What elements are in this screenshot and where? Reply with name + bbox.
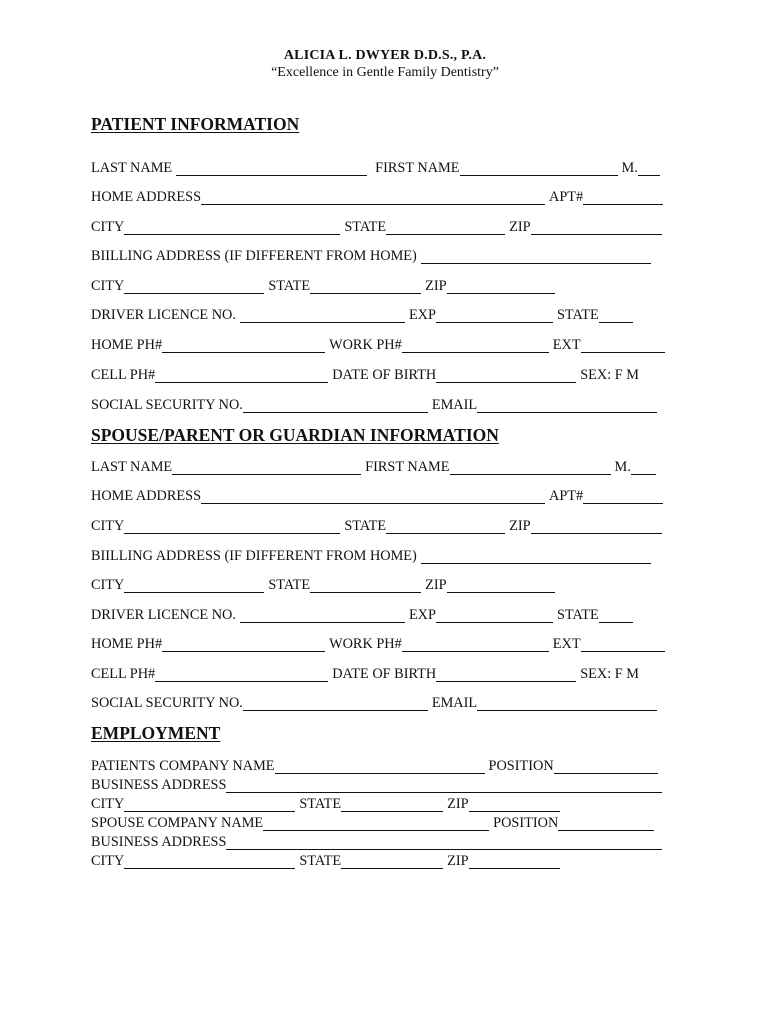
patient-first-name-field[interactable] [460, 162, 618, 176]
home-phone-label: HOME PH# [91, 337, 163, 353]
form-header [0, 48, 770, 81]
spouse-billing-row [91, 546, 655, 564]
patient-driver-licence-field[interactable] [240, 309, 405, 323]
driver-licence-label: DRIVER LICENCE NO. [91, 607, 236, 623]
spouse-address-row [91, 486, 667, 504]
patient-date-of-birth-field[interactable] [436, 369, 576, 383]
zip-label: ZIP [509, 219, 531, 235]
patient-billing-zip-field[interactable] [447, 280, 555, 294]
patient-phone-row [91, 335, 669, 353]
work-phone-label: WORK PH# [329, 636, 402, 652]
clinic-name: ALICIA L. DWYER D.D.S., P.A. [283, 48, 487, 63]
spouse-billing-city-row [91, 575, 559, 593]
city-label: CITY [91, 853, 125, 869]
spouse-home-phone-field[interactable] [162, 638, 325, 652]
spouse-business-address-field[interactable] [226, 836, 662, 850]
business-address-label: BUSINESS ADDRESS [91, 834, 227, 850]
patient-city-row [91, 217, 666, 235]
zip-label: ZIP [425, 577, 447, 593]
date-of-birth-label: DATE OF BIRTH [332, 666, 437, 682]
patient-ssn-field[interactable] [243, 399, 428, 413]
spouse-driver-licence-field[interactable] [240, 609, 405, 623]
spouse-name-row [91, 457, 660, 475]
patient-billing-row [91, 246, 655, 264]
clinic-slogan: “Excellence in Gentle Family Dentistry” [271, 65, 499, 80]
spouse-ext-field[interactable] [581, 638, 665, 652]
billing-address-label: BIILLING ADDRESS (IF DIFFERENT FROM HOME) [91, 548, 417, 564]
patient-city-field[interactable] [124, 221, 340, 235]
ext-label: EXT [552, 337, 581, 353]
first-name-label: FIRST NAME [365, 459, 450, 475]
patient-email-field[interactable] [477, 399, 657, 413]
state-label: STATE [299, 796, 342, 812]
spouse-city-row [91, 516, 666, 534]
last-name-label: LAST NAME [91, 459, 173, 475]
middle-initial-label: M. [621, 160, 638, 176]
spouse-home-address-field[interactable] [201, 490, 545, 504]
patient-business-address-row [91, 775, 666, 793]
spouse-billing-state-field[interactable] [310, 579, 421, 593]
patient-licence-exp-field[interactable] [436, 309, 553, 323]
spouse-state-field[interactable] [386, 520, 505, 534]
spouse-business-city-field[interactable] [124, 855, 295, 869]
patient-work-phone-field[interactable] [402, 339, 549, 353]
spouse-email-field[interactable] [477, 697, 657, 711]
patients-company-label: PATIENTS COMPANY NAME [91, 758, 275, 774]
position-label: POSITION [493, 815, 559, 831]
zip-label: ZIP [447, 796, 469, 812]
work-phone-label: WORK PH# [329, 337, 402, 353]
spouse-apt-field[interactable] [583, 490, 663, 504]
ext-label: EXT [552, 636, 581, 652]
ssn-label: SOCIAL SECURITY NO. [91, 397, 243, 413]
spouse-first-name-field[interactable] [450, 461, 611, 475]
patient-cell-row [91, 365, 639, 383]
cell-phone-label: CELL PH# [91, 666, 156, 682]
spouse-business-state-field[interactable] [341, 855, 443, 869]
patient-licence-state-field[interactable] [599, 309, 633, 323]
spouse-work-phone-field[interactable] [402, 638, 549, 652]
patient-company-row [91, 756, 662, 774]
spouse-licence-state-field[interactable] [599, 609, 633, 623]
city-label: CITY [91, 577, 125, 593]
state-label: STATE [556, 607, 599, 623]
spouse-company-field[interactable] [263, 817, 489, 831]
spouse-cell-row [91, 664, 639, 682]
spouse-business-city-row [91, 851, 564, 869]
spouse-phone-row [91, 634, 669, 652]
city-label: CITY [91, 219, 125, 235]
first-name-label: FIRST NAME [375, 160, 460, 176]
spouse-business-zip-field[interactable] [469, 855, 560, 869]
state-label: STATE [344, 219, 387, 235]
patient-business-city-field[interactable] [124, 798, 295, 812]
state-label: STATE [344, 518, 387, 534]
cell-phone-label: CELL PH# [91, 367, 156, 383]
sex-label: SEX: F M [580, 666, 640, 682]
spouse-middle-initial-field[interactable] [631, 461, 656, 475]
patient-business-state-field[interactable] [341, 798, 443, 812]
apt-label: APT# [549, 488, 584, 504]
spouse-billing-city-field[interactable] [124, 579, 264, 593]
email-label: EMAIL [431, 695, 478, 711]
spouse-ssn-row [91, 693, 661, 711]
state-label: STATE [299, 853, 342, 869]
spouse-city-field[interactable] [124, 520, 340, 534]
zip-label: ZIP [509, 518, 531, 534]
spouse-licence-exp-field[interactable] [436, 609, 553, 623]
patient-position-field[interactable] [554, 760, 658, 774]
patient-licence-row [91, 305, 637, 323]
patient-zip-field[interactable] [531, 221, 662, 235]
section-employment: EMPLOYMENT [91, 723, 221, 743]
home-address-label: HOME ADDRESS [91, 488, 202, 504]
patient-name-row [91, 158, 664, 176]
section-spouse-guardian-information: SPOUSE/PARENT OR GUARDIAN INFORMATION [91, 425, 499, 445]
email-label: EMAIL [431, 397, 478, 413]
state-label: STATE [268, 577, 311, 593]
spouse-billing-zip-field[interactable] [447, 579, 555, 593]
spouse-company-label: SPOUSE COMPANY NAME [91, 815, 264, 831]
spouse-last-name-field[interactable] [172, 461, 361, 475]
patient-business-city-row [91, 794, 564, 812]
business-address-label: BUSINESS ADDRESS [91, 777, 227, 793]
patient-home-phone-field[interactable] [162, 339, 325, 353]
middle-initial-label: M. [614, 459, 631, 475]
apt-label: APT# [549, 189, 584, 205]
patient-business-address-field[interactable] [226, 779, 662, 793]
date-of-birth-label: DATE OF BIRTH [332, 367, 437, 383]
spouse-company-row [91, 813, 658, 831]
patient-middle-initial-field[interactable] [638, 162, 660, 176]
patient-cell-phone-field[interactable] [155, 369, 328, 383]
spouse-ssn-field[interactable] [243, 697, 428, 711]
city-label: CITY [91, 278, 125, 294]
patient-billing-address-field[interactable] [421, 250, 651, 264]
home-phone-label: HOME PH# [91, 636, 163, 652]
patient-billing-city-row [91, 276, 559, 294]
ssn-label: SOCIAL SECURITY NO. [91, 695, 243, 711]
home-address-label: HOME ADDRESS [91, 189, 202, 205]
spouse-business-address-row [91, 832, 666, 850]
patient-business-zip-field[interactable] [469, 798, 560, 812]
patient-apt-field[interactable] [583, 191, 663, 205]
patient-billing-city-field[interactable] [124, 280, 264, 294]
patient-company-field[interactable] [275, 760, 485, 774]
billing-address-label: BIILLING ADDRESS (IF DIFFERENT FROM HOME) [91, 248, 417, 264]
sex-label: SEX: F M [580, 367, 640, 383]
spouse-position-field[interactable] [558, 817, 654, 831]
patient-address-row [91, 187, 667, 205]
city-label: CITY [91, 796, 125, 812]
patient-ext-field[interactable] [581, 339, 665, 353]
state-label: STATE [268, 278, 311, 294]
patient-billing-state-field[interactable] [310, 280, 421, 294]
section-patient-information: PATIENT INFORMATION [91, 114, 300, 134]
patient-state-field[interactable] [386, 221, 505, 235]
patient-home-address-field[interactable] [201, 191, 545, 205]
spouse-cell-phone-field[interactable] [155, 668, 328, 682]
zip-label: ZIP [425, 278, 447, 294]
last-name-label: LAST NAME [91, 160, 173, 176]
position-label: POSITION [488, 758, 554, 774]
spouse-licence-row [91, 605, 637, 623]
zip-label: ZIP [447, 853, 469, 869]
city-label: CITY [91, 518, 125, 534]
spouse-date-of-birth-field[interactable] [436, 668, 576, 682]
patient-last-name-field[interactable] [176, 162, 367, 176]
patient-ssn-row [91, 395, 661, 413]
exp-label: EXP [408, 307, 436, 323]
spouse-zip-field[interactable] [531, 520, 662, 534]
exp-label: EXP [408, 607, 436, 623]
driver-licence-label: DRIVER LICENCE NO. [91, 307, 236, 323]
state-label: STATE [556, 307, 599, 323]
spouse-billing-address-field[interactable] [421, 550, 651, 564]
